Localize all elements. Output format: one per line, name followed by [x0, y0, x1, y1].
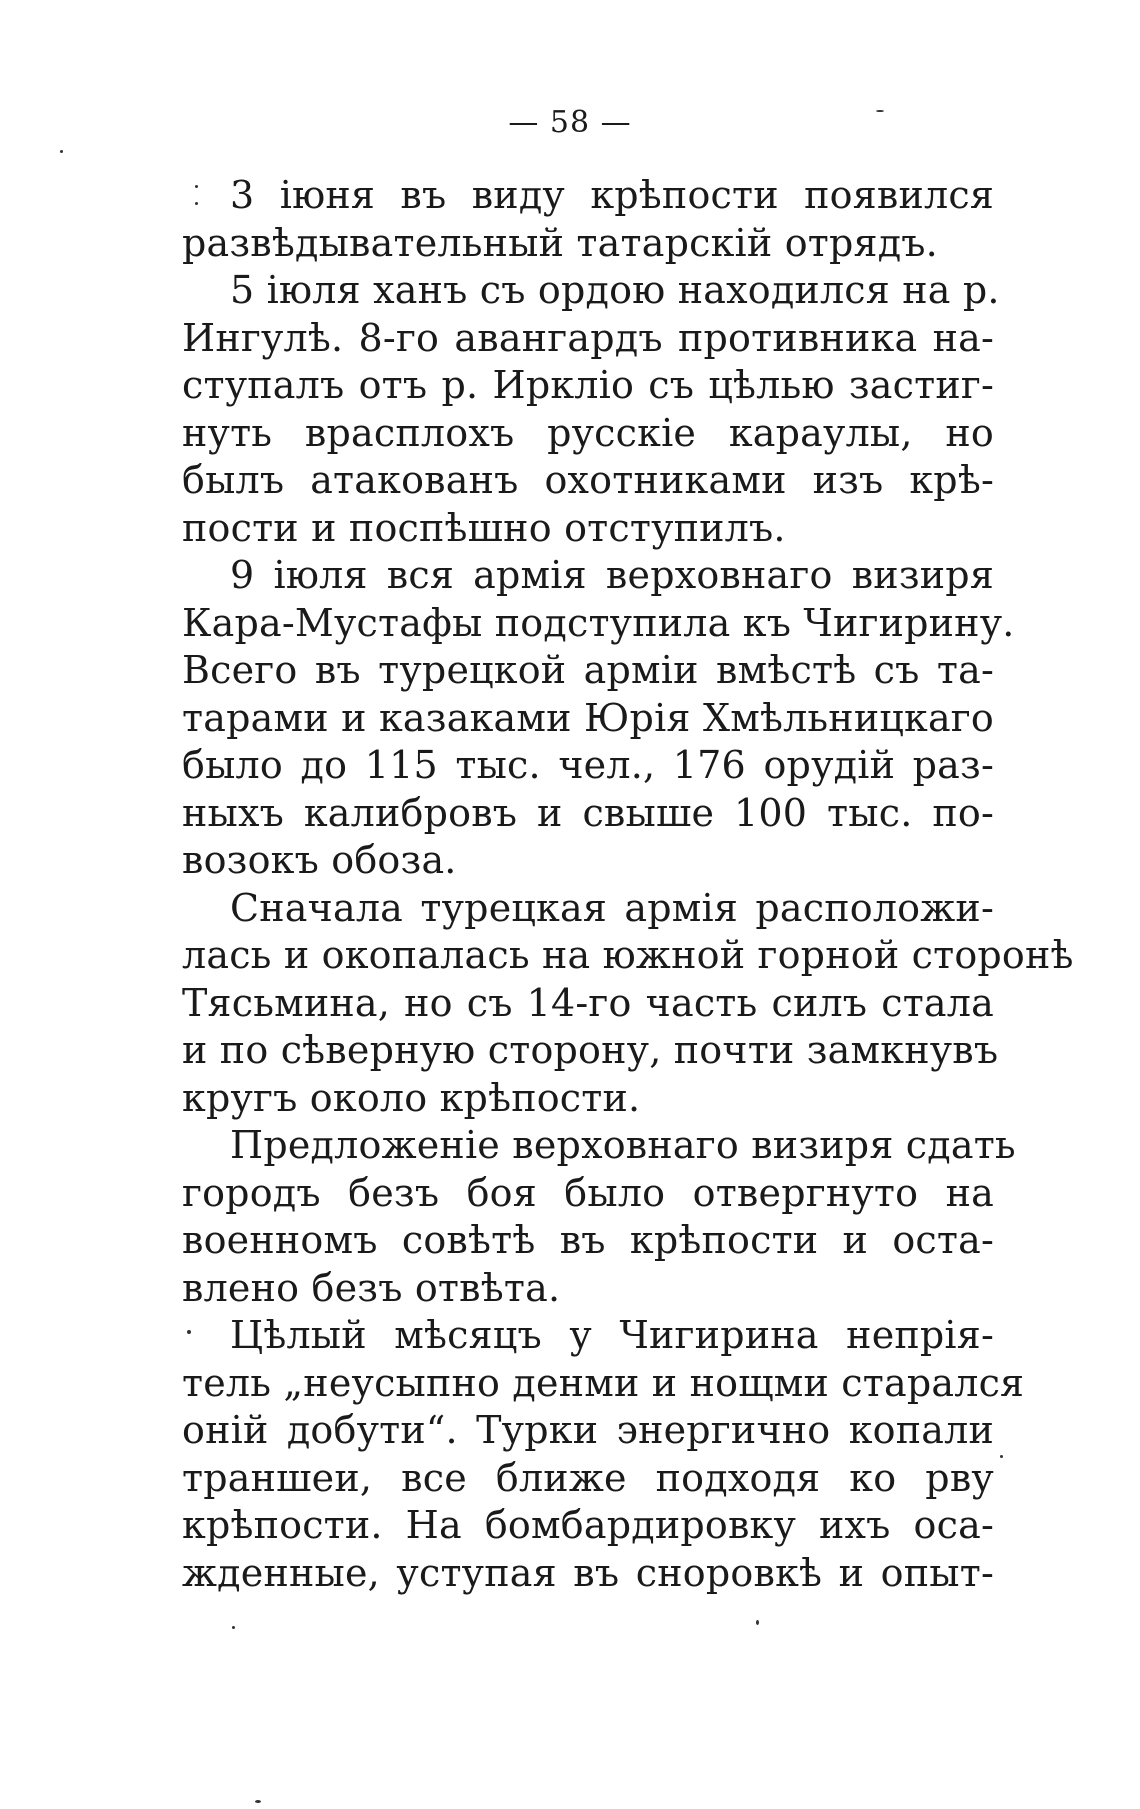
scan-speck [756, 1620, 759, 1625]
text-line: былъ атакованъ охотниками изъ крѣ- [182, 458, 994, 502]
scan-speck [187, 1330, 191, 1334]
text-line: Кара-Мустафы подступила къ Чигирину. [182, 600, 1015, 645]
text-line: развѣдывательный татарскій отрядъ. [182, 220, 938, 265]
text-line: оній добути“. Турки энергично копали [182, 1408, 994, 1452]
text-line: возокъ обоза. [182, 838, 457, 882]
text-line: Предложеніе верховнаго визиря сдать [230, 1123, 1016, 1167]
body-text [182, 172, 1074, 1597]
text-line: Тясьмина, но съ 14-го часть силъ стала [182, 980, 994, 1025]
text-line: крѣпости. На бомбардировку ихъ оса- [182, 1503, 994, 1547]
text-line: жденные, уступая въ сноровкѣ и опыт- [182, 1550, 994, 1595]
text-line: городъ безъ боя было отвергнуто на [182, 1170, 994, 1215]
text-line: 3 іюня въ виду крѣпости появился [230, 173, 994, 217]
text-line: было до 115 тыс. чел., 176 орудій раз- [182, 743, 994, 787]
text-line: траншеи, все ближе подходя ко рву [182, 1455, 994, 1500]
text-line: нуть врасплохъ русскіе караулы, но [182, 410, 994, 455]
text-line: военномъ совѣтѣ въ крѣпости и оста- [182, 1218, 994, 1262]
scan-speck [195, 185, 198, 188]
text-line: лась и окопалась на южной горной сторонѣ [182, 933, 1074, 977]
text-line: влено безъ отвѣта. [182, 1265, 561, 1310]
text-line: Ингулѣ. 8-го авангардъ противника на- [182, 315, 994, 360]
text-line: 9 іюля вся армія верховнаго визиря [230, 553, 994, 597]
scan-speck [1000, 1455, 1003, 1458]
scan-speck [876, 110, 884, 112]
scan-speck [195, 202, 198, 205]
text-line: Всего въ турецкой арміи вмѣстѣ съ та- [182, 648, 994, 692]
text-line: ныхъ калибровъ и свыше 100 тыс. по- [182, 790, 994, 835]
text-line: пости и поспѣшно отступилъ. [182, 505, 786, 550]
scan-speck [60, 150, 63, 153]
scan-speck [255, 1800, 261, 1803]
text-line: 5 іюля ханъ съ ордою находился на р. [230, 268, 1000, 312]
text-line: кругъ около крѣпости. [182, 1075, 641, 1120]
text-line: и по сѣверную сторону, почти замкнувъ [182, 1028, 999, 1072]
text-line: тель „неусыпно денми и нощми старался [182, 1360, 1025, 1405]
text-line: тарами и казаками Юрія Хмѣльницкаго [182, 695, 994, 740]
text-line: Сначала турецкая армія расположи- [230, 885, 994, 930]
scan-speck [232, 1626, 235, 1629]
text-line: ступалъ отъ р. Ирклiо съ цѣлью застиг- [182, 363, 994, 407]
text-line: Цѣлый мѣсяцъ у Чигирина непрія- [230, 1313, 994, 1357]
page-number: — 58 — [508, 105, 632, 140]
